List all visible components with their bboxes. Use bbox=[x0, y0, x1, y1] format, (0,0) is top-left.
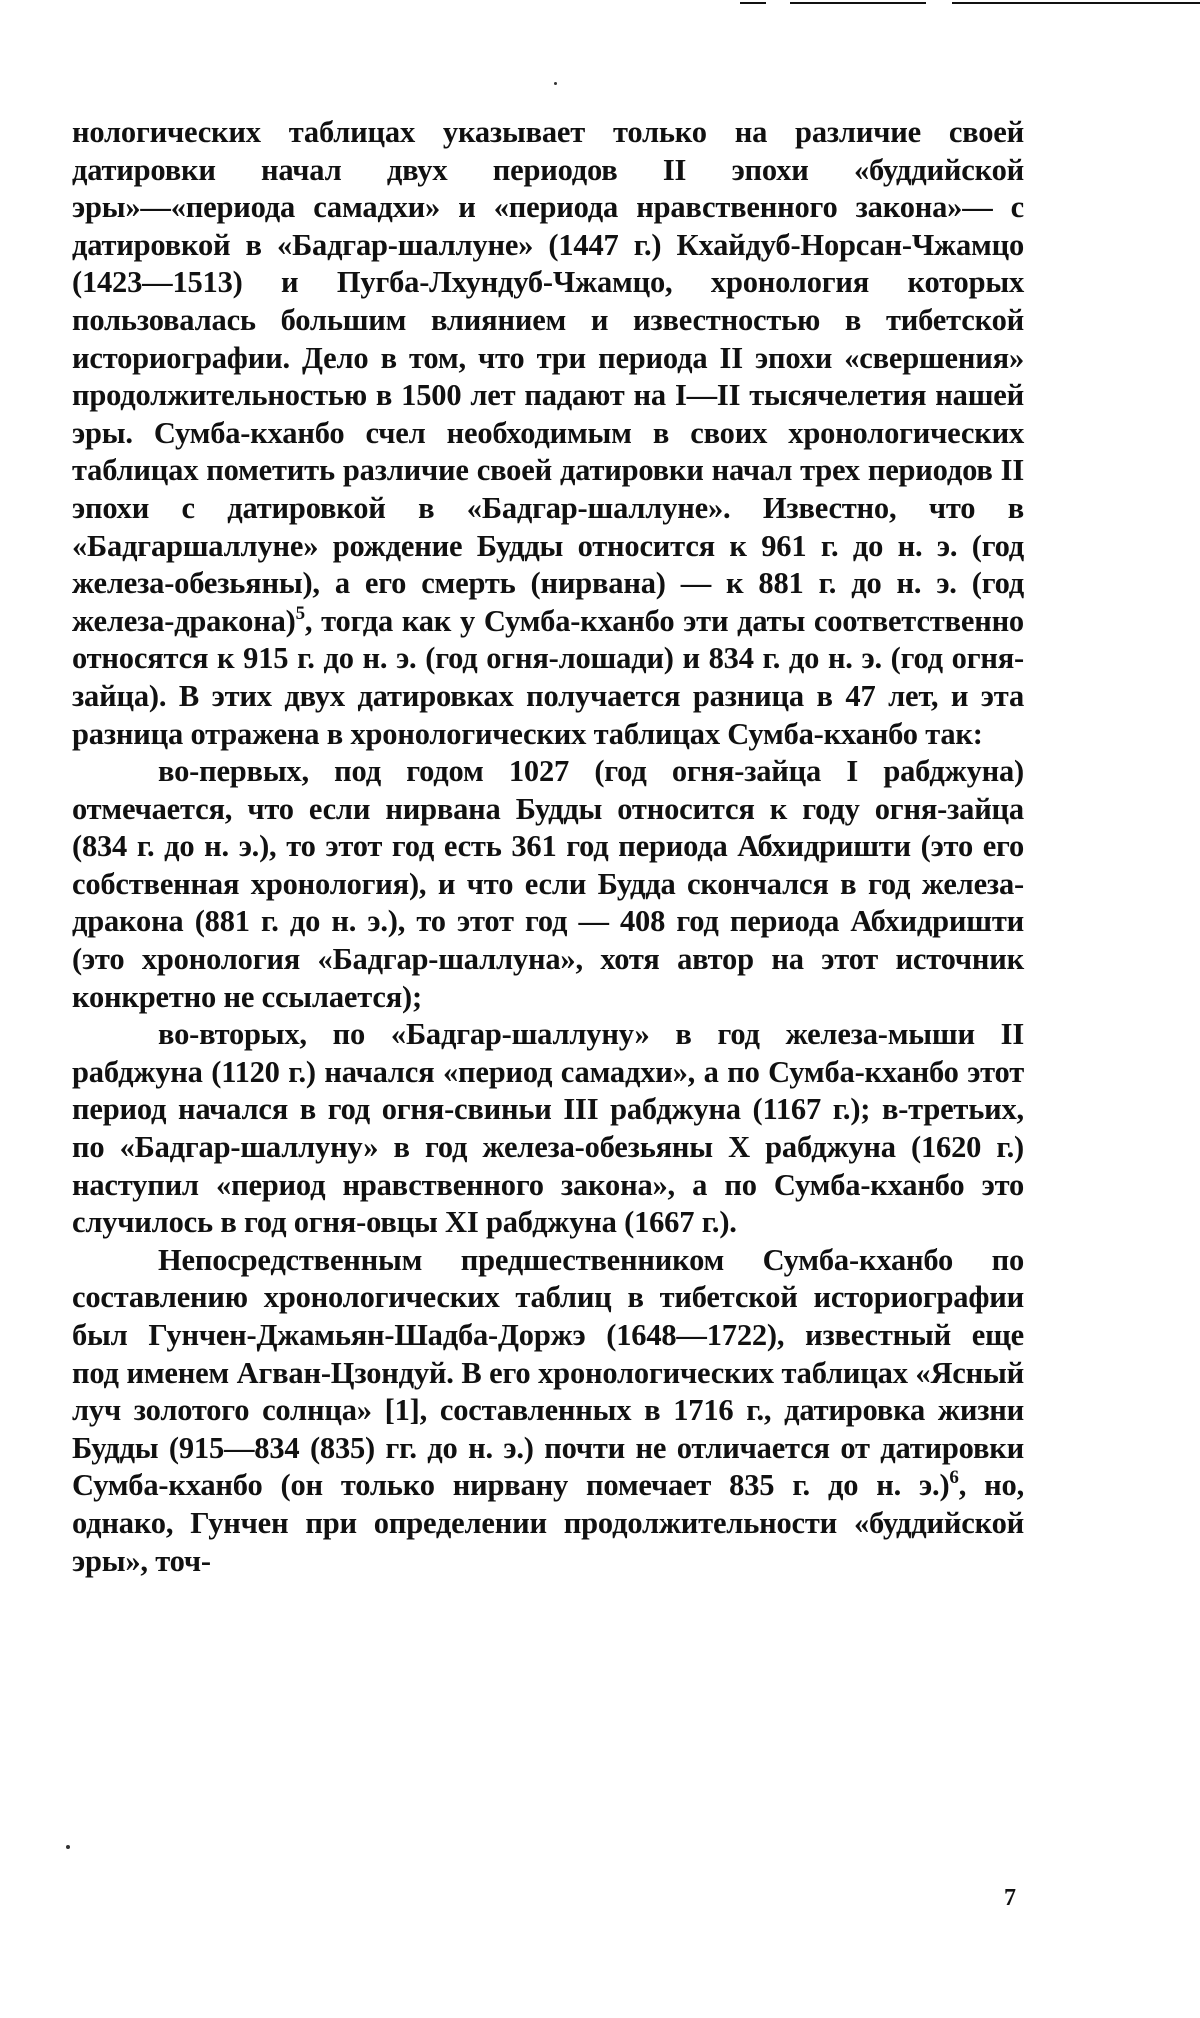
paragraph-4-text: Непосредственным предшественником Сумба-кханбо по составлению хронологических таблиц в тибетской историографии был Гунчен-Джамьян-Шадба-Доржэ (1648—1722), известный еще под именем Агван-Цзондуй. В его хронологических таблицах «Ясный луч золотого солнца» [1], составленных в 1716 г., датировка жизни Будды (915—834 (835) гг. до н. э.) почти не отличается от датировки Сумба-кханбо (он только нирвану помечает 835 г. до н. э.) bbox=[72, 1242, 1024, 1503]
footnote-ref-6[interactable]: 6 bbox=[949, 1467, 959, 1489]
page-number: 7 bbox=[1004, 1885, 1016, 1911]
scan-speck bbox=[66, 1845, 70, 1849]
paragraph-1 bbox=[72, 114, 1024, 753]
scan-speck bbox=[554, 82, 557, 85]
paragraph-1-text: нологических таблицах указывает только на различие своей датировки начал двух периодов II эпохи «буддийской эры»—«периода самадхи» и «периода нравственного закона»— с датировкой в «Бадгар-шаллуне» (1447 г.) Кхайдуб-Норсан-Чжамцо (1423—1513) и Пугба-Лхундуб-Чжамцо, хронология которых пользовалась большим влиянием и известностью в тибетской историографии. Дело в том, что три периода II эпохи «свершения» продолжительностью в 1500 лет падают на I—II тысячелетия нашей эры. Сумба-кханбо счел необходимым в своих хронологических таблицах пометить различие своей датировки начал трех периодов II эпохи с датировкой в «Бадгар-шаллуне». Известно, что в «Бадгаршаллуне» рождение Будды относится к 961 г. до н. э. (год железа-обезьяны), а его смерть (нирвана) — к 881 г. до н. э. (год железа-дракона) bbox=[72, 115, 1024, 638]
paragraph-1-text-cont: , тогда как у Сумба-кханбо эти даты соответственно относятся к 915 г. до н. э. (год огня-лошади) и 834 г. до н. э. (год огня-зайца). В этих двух датировках получается разница в 47 лет, и эта разница отражена в хронологических таблицах Сумба-кханбо так: bbox=[72, 603, 1024, 751]
paragraph-3-text: во-вторых, по «Бадгар-шаллуну» в год железа-мыши II рабджуна (1120 г.) начался «период самадхи», а по Сумба-кханбо этот период начался в год огня-свиньи III рабджуна (1167 г.); в-третьих, по «Бадгар-шаллуну» в год железа-обезьяны X рабджуна (1620 г.) наступил «период нравственного закона», а по Сумба-кханбо это случилось в год огня-овцы XI рабджуна (1667 г.). bbox=[72, 1017, 1024, 1240]
top-rule bbox=[790, 2, 926, 4]
paragraph-4-text-cont: , но, однако, Гунчен при определении продолжительности «буддийской эры», точ- bbox=[72, 1468, 1024, 1578]
footnote-ref-5[interactable]: 5 bbox=[295, 602, 305, 624]
paragraph-3 bbox=[72, 1016, 1024, 1242]
paragraph-2-text: во-первых, под годом 1027 (год огня-зайца I рабджуна) отмечается, что если нирвана Будды относится к году огня-зайца (834 г. до н. э.), то этот год есть 361 год периода Абхидришти (это его собственная хронология), и что если Будда скончался в год железа-дракона (881 г. до н. э.), то этот год — 408 год периода Абхидришти (это хронология «Бадгар-шаллуна», хотя автор на этот источник конкретно не ссылается); bbox=[72, 754, 1024, 1014]
paragraph-4 bbox=[72, 1242, 1024, 1580]
body-text bbox=[72, 114, 1024, 1580]
paragraph-2 bbox=[72, 753, 1024, 1016]
top-rule bbox=[952, 2, 1200, 4]
top-rule bbox=[740, 2, 766, 4]
